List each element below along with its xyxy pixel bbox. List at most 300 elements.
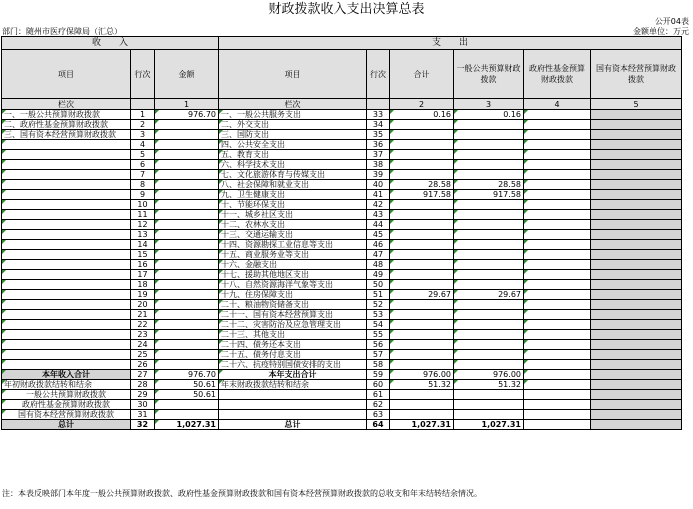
state-capital-amount [591, 120, 682, 130]
state-capital-amount [591, 290, 682, 300]
income-amount [155, 130, 219, 140]
expense-item: 二十四、债务还本支出 [219, 340, 367, 350]
expense-total [390, 150, 454, 160]
general-budget-amount [454, 400, 524, 410]
expense-item: 十、节能环保支出 [219, 200, 367, 210]
income-item: 一般公共预算财政拨款 [2, 390, 131, 400]
income-amount [155, 260, 219, 270]
gov-fund-amount [524, 320, 591, 330]
expense-line-no: 43 [367, 210, 390, 220]
income-line-no: 24 [131, 340, 155, 350]
income-line-no: 18 [131, 280, 155, 290]
table-row [2, 230, 682, 240]
col-number: 栏次 [2, 99, 131, 110]
expense-total [390, 120, 454, 130]
col-header: 政府性基金预算财政拨款 [524, 50, 591, 99]
income-line-no: 28 [131, 380, 155, 390]
general-budget-amount: 29.67 [454, 290, 524, 300]
income-item: 年初财政拨款结转和结余 [2, 380, 131, 390]
expense-total [390, 200, 454, 210]
table-row [2, 130, 682, 140]
gov-fund-amount [524, 330, 591, 340]
general-budget-amount: 51.32 [454, 380, 524, 390]
general-budget-amount [454, 200, 524, 210]
income-line-no: 11 [131, 210, 155, 220]
table-row [2, 310, 682, 320]
table-row [2, 420, 682, 430]
table-row [2, 370, 682, 380]
table-row [2, 220, 682, 230]
income-amount: 50.61 [155, 390, 219, 400]
table-row [2, 410, 682, 420]
expense-section-header: 支 出 [219, 37, 682, 50]
col-number: 栏次 [219, 99, 367, 110]
income-line-no: 17 [131, 270, 155, 280]
general-budget-amount [454, 390, 524, 400]
gov-fund-amount [524, 360, 591, 370]
expense-line-no: 52 [367, 300, 390, 310]
expense-item: 九、卫生健康支出 [219, 190, 367, 200]
expense-item: 二、外交支出 [219, 120, 367, 130]
expense-item: 二十五、债务付息支出 [219, 350, 367, 360]
expense-line-no: 54 [367, 320, 390, 330]
expense-line-no: 35 [367, 130, 390, 140]
expense-item: 十八、自然资源海洋气象等支出 [219, 280, 367, 290]
gov-fund-amount [524, 230, 591, 240]
income-line-no: 27 [131, 370, 155, 380]
income-line-no: 10 [131, 200, 155, 210]
income-item [2, 340, 131, 350]
income-line-no: 3 [131, 130, 155, 140]
expense-total [390, 340, 454, 350]
expense-total [390, 130, 454, 140]
income-amount [155, 280, 219, 290]
income-item [2, 230, 131, 240]
expense-line-no: 59 [367, 370, 390, 380]
expense-line-no: 50 [367, 280, 390, 290]
table-row [2, 320, 682, 330]
income-item: 总计 [2, 420, 131, 430]
state-capital-amount [591, 340, 682, 350]
general-budget-amount: 1,027.31 [454, 420, 524, 430]
income-line-no: 4 [131, 140, 155, 150]
income-line-no: 19 [131, 290, 155, 300]
income-line-no: 21 [131, 310, 155, 320]
income-amount [155, 180, 219, 190]
income-line-no: 9 [131, 190, 155, 200]
gov-fund-amount [524, 390, 591, 400]
table-row [2, 270, 682, 280]
income-item [2, 300, 131, 310]
general-budget-amount [454, 330, 524, 340]
state-capital-amount [591, 240, 682, 250]
expense-line-no: 51 [367, 290, 390, 300]
expense-item: 二十、粮油物资储备支出 [219, 300, 367, 310]
income-item [2, 240, 131, 250]
expense-item: 十七、援助其他地区支出 [219, 270, 367, 280]
income-item [2, 290, 131, 300]
table-row [2, 190, 682, 200]
expense-line-no: 36 [367, 140, 390, 150]
income-line-no: 25 [131, 350, 155, 360]
state-capital-amount [591, 300, 682, 310]
expense-total [390, 360, 454, 370]
expense-total [390, 390, 454, 400]
income-line-no: 31 [131, 410, 155, 420]
expense-line-no: 34 [367, 120, 390, 130]
expense-item: 十二、农林水支出 [219, 220, 367, 230]
general-budget-amount [454, 340, 524, 350]
income-amount [155, 410, 219, 420]
table-row [2, 240, 682, 250]
expense-line-no: 46 [367, 240, 390, 250]
general-budget-amount [454, 300, 524, 310]
department-label: 部门：随州市医疗保障局（汇总） [2, 27, 122, 36]
col-number: 1 [155, 99, 219, 110]
expense-total [390, 140, 454, 150]
expense-item: 十九、住房保障支出 [219, 290, 367, 300]
income-item [2, 280, 131, 290]
gov-fund-amount [524, 160, 591, 170]
income-line-no: 12 [131, 220, 155, 230]
col-header: 国有资本经营预算财政拨款 [591, 50, 682, 99]
gov-fund-amount [524, 290, 591, 300]
general-budget-amount [454, 280, 524, 290]
income-amount [155, 240, 219, 250]
table-row [2, 140, 682, 150]
income-item [2, 170, 131, 180]
income-item [2, 270, 131, 280]
gov-fund-amount [524, 200, 591, 210]
expense-item: 二十三、其他支出 [219, 330, 367, 340]
income-amount [155, 250, 219, 260]
general-budget-amount: 917.58 [454, 190, 524, 200]
income-item [2, 350, 131, 360]
income-item: 一、一般公共预算财政拨款 [2, 110, 131, 120]
state-capital-amount [591, 360, 682, 370]
col-number [131, 99, 155, 110]
expense-line-no: 60 [367, 380, 390, 390]
gov-fund-amount [524, 150, 591, 160]
state-capital-amount [591, 110, 682, 120]
general-budget-amount [454, 220, 524, 230]
expense-item [219, 400, 367, 410]
col-number: 4 [524, 99, 591, 110]
state-capital-amount [591, 230, 682, 240]
gov-fund-amount [524, 340, 591, 350]
income-amount [155, 400, 219, 410]
expense-line-no: 42 [367, 200, 390, 210]
state-capital-amount [591, 280, 682, 290]
general-budget-amount [454, 250, 524, 260]
income-item: 国有资本经营预算财政拨款 [2, 410, 131, 420]
expense-total: 976.00 [390, 370, 454, 380]
gov-fund-amount [524, 170, 591, 180]
gov-fund-amount [524, 350, 591, 360]
general-budget-amount [454, 360, 524, 370]
table-row [2, 250, 682, 260]
expense-line-no: 55 [367, 330, 390, 340]
state-capital-amount [591, 140, 682, 150]
expense-item: 三、国防支出 [219, 130, 367, 140]
gov-fund-amount [524, 210, 591, 220]
income-amount [155, 210, 219, 220]
income-item [2, 140, 131, 150]
table-row [2, 160, 682, 170]
income-line-no: 32 [131, 420, 155, 430]
income-item [2, 250, 131, 260]
expense-total: 917.58 [390, 190, 454, 200]
general-budget-amount [454, 160, 524, 170]
col-header: 金额 [155, 50, 219, 99]
expense-item: 十三、交通运输支出 [219, 230, 367, 240]
col-header: 项目 [2, 50, 131, 99]
income-line-no: 20 [131, 300, 155, 310]
expense-item: 十一、城乡社区支出 [219, 210, 367, 220]
expense-total [390, 240, 454, 250]
income-amount [155, 360, 219, 370]
income-amount [155, 140, 219, 150]
expense-total: 29.67 [390, 290, 454, 300]
expense-line-no: 62 [367, 400, 390, 410]
gov-fund-amount [524, 260, 591, 270]
income-amount [155, 320, 219, 330]
state-capital-amount [591, 170, 682, 180]
state-capital-amount [591, 250, 682, 260]
expense-line-no: 44 [367, 220, 390, 230]
income-amount [155, 290, 219, 300]
table-row [2, 110, 682, 120]
col-header: 行次 [131, 50, 155, 99]
gov-fund-amount [524, 240, 591, 250]
income-line-no: 22 [131, 320, 155, 330]
col-number: 2 [390, 99, 454, 110]
gov-fund-amount [524, 220, 591, 230]
gov-fund-amount [524, 370, 591, 380]
general-budget-amount [454, 150, 524, 160]
expense-total [390, 310, 454, 320]
general-budget-amount [454, 230, 524, 240]
unit-label: 金额单位：万元 [633, 27, 689, 36]
col-header: 一般公共预算财政拨款 [454, 50, 524, 99]
income-item [2, 150, 131, 160]
income-item [2, 320, 131, 330]
expense-total [390, 260, 454, 270]
table-row [2, 150, 682, 160]
gov-fund-amount [524, 140, 591, 150]
state-capital-amount [591, 380, 682, 390]
gov-fund-amount [524, 380, 591, 390]
income-line-no: 26 [131, 360, 155, 370]
expense-item: 十六、金融支出 [219, 260, 367, 270]
state-capital-amount [591, 370, 682, 380]
table-row [2, 120, 682, 130]
general-budget-amount [454, 270, 524, 280]
general-budget-amount [454, 170, 524, 180]
table-row [2, 170, 682, 180]
table-row [2, 260, 682, 270]
income-amount: 1,027.31 [155, 420, 219, 430]
income-line-no: 8 [131, 180, 155, 190]
income-item: 本年收入合计 [2, 370, 131, 380]
expense-item [219, 410, 367, 420]
state-capital-amount [591, 350, 682, 360]
expense-line-no: 41 [367, 190, 390, 200]
table-row [2, 400, 682, 410]
expense-item: 四、公共安全支出 [219, 140, 367, 150]
income-amount [155, 350, 219, 360]
expense-line-no: 37 [367, 150, 390, 160]
expense-line-no: 48 [367, 260, 390, 270]
table-row [2, 350, 682, 360]
income-line-no: 2 [131, 120, 155, 130]
expense-line-no: 40 [367, 180, 390, 190]
expense-line-no: 53 [367, 310, 390, 320]
col-header: 合计 [390, 50, 454, 99]
footnote: 注：本表反映部门本年度一般公共预算财政拨款、政府性基金预算财政拨款和国有资本经营预算财政拨款的总收支和年末结转结余情况。 [2, 489, 482, 498]
gov-fund-amount [524, 250, 591, 260]
table-row [2, 210, 682, 220]
general-budget-amount [454, 210, 524, 220]
table-row [2, 180, 682, 190]
expense-line-no: 56 [367, 340, 390, 350]
general-budget-amount [454, 320, 524, 330]
income-line-no: 29 [131, 390, 155, 400]
expense-item: 五、教育支出 [219, 150, 367, 160]
expense-item: 一、一般公共服务支出 [219, 110, 367, 120]
expense-total [390, 300, 454, 310]
expense-total: 0.16 [390, 110, 454, 120]
table-row [2, 300, 682, 310]
expense-total [390, 170, 454, 180]
income-amount [155, 120, 219, 130]
column-header-row [2, 50, 682, 99]
expense-line-no: 63 [367, 410, 390, 420]
expense-item: 七、文化旅游体育与传媒支出 [219, 170, 367, 180]
income-item [2, 330, 131, 340]
state-capital-amount [591, 160, 682, 170]
income-amount [155, 150, 219, 160]
state-capital-amount [591, 260, 682, 270]
expense-item: 本年支出合计 [219, 370, 367, 380]
income-item [2, 210, 131, 220]
income-item [2, 200, 131, 210]
income-item [2, 360, 131, 370]
income-amount: 976.70 [155, 110, 219, 120]
expense-item: 年末财政拨款结转和结余 [219, 380, 367, 390]
expense-item [219, 390, 367, 400]
col-header: 项目 [219, 50, 367, 99]
expense-total [390, 270, 454, 280]
table-row [2, 200, 682, 210]
general-budget-amount [454, 260, 524, 270]
general-budget-amount: 976.00 [454, 370, 524, 380]
income-item: 政府性基金预算财政拨款 [2, 400, 131, 410]
gov-fund-amount [524, 130, 591, 140]
income-item: 二、政府性基金预算财政拨款 [2, 120, 131, 130]
income-amount [155, 160, 219, 170]
expense-line-no: 45 [367, 230, 390, 240]
expense-total [390, 280, 454, 290]
gov-fund-amount [524, 190, 591, 200]
income-item [2, 310, 131, 320]
expense-total [390, 410, 454, 420]
income-amount [155, 200, 219, 210]
expense-item: 十四、资源勘探工业信息等支出 [219, 240, 367, 250]
expense-total [390, 330, 454, 340]
income-amount [155, 170, 219, 180]
general-budget-amount [454, 130, 524, 140]
income-amount: 976.70 [155, 370, 219, 380]
income-amount [155, 230, 219, 240]
state-capital-amount [591, 390, 682, 400]
table-row [2, 360, 682, 370]
expense-total: 28.58 [390, 180, 454, 190]
col-header: 行次 [367, 50, 390, 99]
expense-item: 总计 [219, 420, 367, 430]
expense-item: 六、科学技术支出 [219, 160, 367, 170]
expense-line-no: 64 [367, 420, 390, 430]
gov-fund-amount [524, 180, 591, 190]
state-capital-amount [591, 330, 682, 340]
income-item [2, 180, 131, 190]
expense-item: 八、社会保障和就业支出 [219, 180, 367, 190]
income-line-no: 7 [131, 170, 155, 180]
state-capital-amount [591, 200, 682, 210]
state-capital-amount [591, 150, 682, 160]
income-line-no: 14 [131, 240, 155, 250]
general-budget-amount [454, 310, 524, 320]
income-line-no: 1 [131, 110, 155, 120]
expense-line-no: 57 [367, 350, 390, 360]
gov-fund-amount [524, 410, 591, 420]
col-number: 5 [591, 99, 682, 110]
expense-item: 二十六、抗疫特别国债安排的支出 [219, 360, 367, 370]
section-header-row [2, 37, 682, 50]
gov-fund-amount [524, 120, 591, 130]
income-item [2, 220, 131, 230]
state-capital-amount [591, 420, 682, 430]
expense-line-no: 61 [367, 390, 390, 400]
expense-total [390, 320, 454, 330]
expense-total [390, 350, 454, 360]
income-amount [155, 330, 219, 340]
income-item [2, 260, 131, 270]
income-amount [155, 270, 219, 280]
general-budget-amount [454, 410, 524, 420]
table-row [2, 390, 682, 400]
page-title: 财政拨款收入支出决算总表 [268, 2, 425, 17]
expense-item: 二十一、国有资本经营预算支出 [219, 310, 367, 320]
budget-table [1, 36, 682, 430]
expense-total [390, 400, 454, 410]
table-row [2, 280, 682, 290]
state-capital-amount [591, 320, 682, 330]
column-number-row [2, 99, 682, 110]
expense-total [390, 220, 454, 230]
general-budget-amount [454, 240, 524, 250]
expense-line-no: 38 [367, 160, 390, 170]
general-budget-amount [454, 350, 524, 360]
income-amount [155, 220, 219, 230]
state-capital-amount [591, 270, 682, 280]
general-budget-amount: 28.58 [454, 180, 524, 190]
form-number: 公开04表 [654, 17, 689, 26]
table-row [2, 340, 682, 350]
gov-fund-amount [524, 270, 591, 280]
income-line-no: 15 [131, 250, 155, 260]
income-amount [155, 190, 219, 200]
